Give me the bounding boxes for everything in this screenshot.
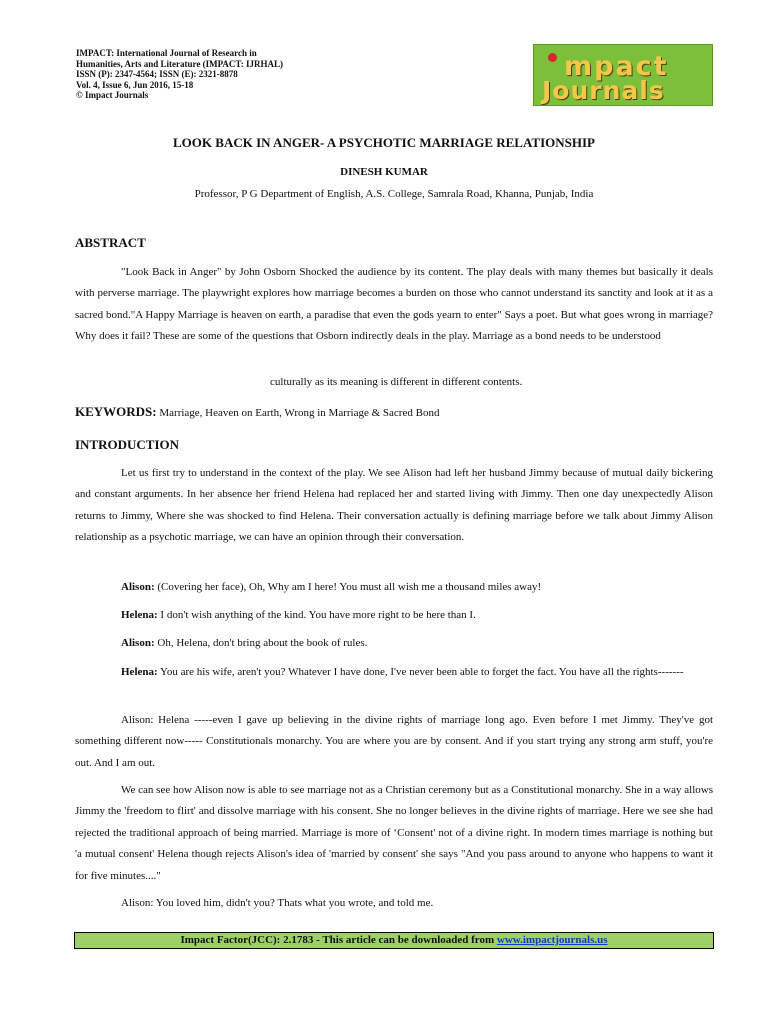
journal-meta-line: IMPACT: International Journal of Research in xyxy=(76,48,257,58)
logo-top-word: mpact xyxy=(564,51,669,82)
article-title: LOOK BACK IN ANGER- A PSYCHOTIC MARRIAGE RELATIONSHIP xyxy=(173,135,595,150)
dialogue-line xyxy=(75,662,713,683)
keywords-text: Marriage, Heaven on Earth, Wrong in Marriage & Sacred Bond xyxy=(156,407,440,419)
journal-meta-line: Humanities, Arts and Literature (IMPACT: IJRHAL) xyxy=(76,58,283,69)
keywords-label: KEYWORDS: xyxy=(75,404,157,419)
author-affiliation: Professor, P G Department of English, A.S. College, Samrala Road, Khanna, Punjab, India xyxy=(194,188,594,200)
dialogue-line xyxy=(75,577,713,598)
abstract-heading: ABSTRACT xyxy=(75,235,146,250)
introduction-heading: INTRODUCTION xyxy=(75,437,180,452)
dialogue-speaker: Alison: xyxy=(121,581,155,593)
introduction-para-4: Alison: You loved him, didn't you? Thats what you wrote, and told me. xyxy=(121,897,434,909)
footer-website-link[interactable]: www.impactjournals.us xyxy=(496,934,608,946)
dialogue-line xyxy=(75,605,713,626)
footer-text: Impact Factor(JCC): 2.1783 - This article can be downloaded from xyxy=(180,934,497,946)
logo-bottom-word: Journals xyxy=(542,76,665,105)
keywords-line xyxy=(75,404,439,420)
logo-dot-icon xyxy=(548,53,557,62)
abstract-continuation: culturally as its meaning is different in different contents. xyxy=(270,376,523,388)
impact-journals-logo xyxy=(533,44,713,106)
introduction-para-1: Let us first try to understand in the context of the play. We see Alison had left her husband Jimmy because of mutual daily bickering and constant arguments. In her absence her friend Helena had replaced her and started living with Jimmy. Then one day unexpectedly Alison returns to Jimmy, Where she was shocked to find Helena. Their conversation actually is defining marriage before we talk about Jimmy Alison relationship as a psychotic marriage, we can have an opinion through their conversation. xyxy=(75,467,713,544)
dialogue-text: I don't wish anything of the kind. You have more right to be here than I. xyxy=(157,609,476,621)
dialogue-speaker: Helena: xyxy=(121,609,158,621)
dialogue-text: You are his wife, aren't you? Whatever I have done, I've never been able to forget the fact. You have all the rights------- xyxy=(157,666,684,678)
footer-impact-bar xyxy=(74,932,714,949)
dialogue-speaker: Helena: xyxy=(121,666,158,678)
abstract-body: "Look Back in Anger" by John Osborn Shocked the audience by its content. The play deals with many themes but basically it deals with perverse marriage. The playwright explores how marriage becomes a burden on those who cannot understand its sanctity and look at it as a sacred bond."A Happy Marriage is heaven on earth, a paradise that even the gods yearn to enter" Says a poet. But what goes wrong in marriage? Why does it fail? These are some of the questions that Osborn indirectly deals in the play. Marriage as a bond needs to be understood xyxy=(75,266,713,343)
dialogue-line xyxy=(75,633,713,654)
dialogue-text: (Covering her face), Oh, Why am I here! You must all wish me a thousand miles away! xyxy=(154,581,542,593)
journal-meta xyxy=(76,48,496,101)
journal-meta-line: © Impact Journals xyxy=(76,90,149,101)
dialogue-text: Oh, Helena, don't bring about the book of rules. xyxy=(154,637,368,649)
dialogue-speaker: Alison: xyxy=(121,637,155,649)
author-name: DINESH KUMAR xyxy=(340,166,428,178)
journal-meta-line: ISSN (P): 2347-4564; ISSN (E): 2321-8878 xyxy=(76,69,238,80)
introduction-para-3: We can see how Alison now is able to see marriage not as a Christian ceremony but as a Constitutional monarchy. She in a way allows Jimmy the 'freedom to flirt' and dissolve marriage with his consent. She no longer believes in the divine rights of marriage. Here we see she had rejected the traditional approach of being married. Marriage is more of ‘Consent' not of a divine right. In modern times marriage is nothing but 'a mutual consent' Helena though rejects Alison's idea of 'married by consent' she says "And you pass around to anyone who happens to want it for five minutes...." xyxy=(75,784,713,882)
journal-meta-line: Vol. 4, Issue 6, Jun 2016, 15-18 xyxy=(76,79,194,90)
introduction-para-2: Alison: Helena -----even I gave up believing in the divine rights of marriage long ago. Even before I met Jimmy. They've got something different now----- Constitutionals monarchy. You are where you are by consent. And if you start trying any strong arm stuff, you're out. And I am out. xyxy=(75,714,713,769)
